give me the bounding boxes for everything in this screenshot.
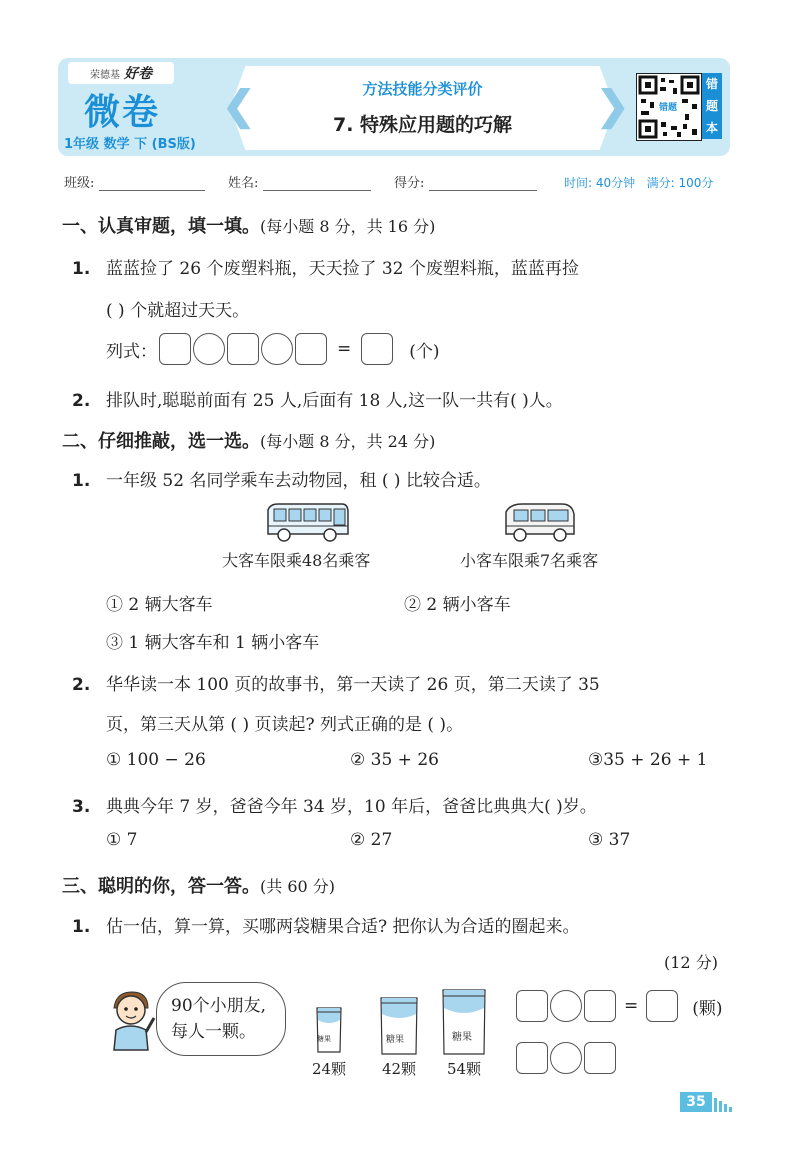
brand-name: 荣德基 — [90, 69, 120, 81]
full-score: 满分: 100分 — [646, 176, 714, 190]
s2-q2-option-2[interactable]: ② 35 + 26 — [350, 750, 439, 770]
bag-count-24: 24颗 — [311, 1060, 347, 1078]
s1-q2-text: 排队时,聪聪前面有 25 人,后面有 18 人,这一队一共有( )人。 — [106, 391, 563, 411]
section-2-points: (每小题 8 分，共 24 分) — [260, 432, 436, 451]
s1-q2 — [72, 386, 563, 411]
page-title: 7. 特殊应用题的巧解 — [332, 114, 513, 136]
section-1-title: 一、认真审题，填一填。 — [62, 216, 260, 237]
s1-q1-text: 蓝蓝捡了 26 个废塑料瓶，天天捡了 32 个废塑料瓶，蓝蓝再捡 — [106, 259, 579, 279]
s1-q1-formula — [106, 333, 440, 365]
qr-code-icon — [636, 73, 702, 141]
speech-bubble — [156, 982, 286, 1056]
answer-box[interactable] — [584, 990, 616, 1022]
question-number: 1. — [72, 471, 91, 491]
section-3-title: 三、聪明的你，答一答。 — [62, 876, 260, 897]
s2-q3-text: 典典今年 7 岁，爸爸今年 34 岁，10 年后，爸爸比典典大( )岁。 — [106, 797, 597, 817]
result-box[interactable] — [361, 333, 393, 365]
s2-q2-line2: 页，第三天从第 ( ) 页读起? 列式正确的是 ( )。 — [106, 715, 464, 735]
question-number: 3. — [72, 797, 91, 817]
bubble-line-2: 每人一颗。 — [171, 1022, 256, 1042]
s1-q1-line2: ( ) 个就超过天天。 — [106, 301, 250, 321]
unit-label: (颗) — [692, 998, 723, 1019]
equals-sign: = — [337, 339, 352, 359]
bag-word: 糖果 — [317, 1035, 331, 1043]
name-field — [228, 172, 371, 191]
s2-q3-option-3[interactable]: ③ 37 — [588, 830, 631, 850]
result-box[interactable] — [646, 990, 678, 1022]
brand-good: 好卷 — [124, 66, 152, 82]
child-icon — [104, 988, 158, 1058]
class-field — [64, 172, 205, 191]
s2-q1-option-3[interactable]: ③ 1 辆大客车和 1 辆小客车 — [106, 633, 320, 653]
section-3-points: (共 60 分) — [260, 877, 336, 896]
s3-q1-formula-2 — [516, 1042, 616, 1074]
s3-q1-text: 估一估，算一算，买哪两袋糖果合适? 把你认为合适的圈起来。 — [106, 917, 580, 937]
s2-q2-line1 — [72, 670, 600, 695]
bag-word: 糖果 — [452, 1032, 472, 1043]
page-number: 35 — [680, 1092, 712, 1112]
grade-label: 1年级 数学 下 (BS版) — [64, 137, 196, 152]
candy-bag-small — [314, 1004, 344, 1058]
page-bars-icon — [714, 1096, 734, 1116]
unit-label: (个) — [409, 341, 440, 362]
answer-box[interactable] — [227, 333, 259, 365]
score-field — [394, 172, 537, 191]
s3-q1-formula-1 — [516, 990, 723, 1022]
equals-sign: = — [624, 996, 639, 1016]
bag-count-42: 42颗 — [381, 1060, 417, 1078]
small-bus-caption: 小客车限乘7名乘客 — [460, 551, 599, 570]
logo-title: 微卷 — [83, 92, 160, 133]
operator-circle[interactable] — [550, 1042, 582, 1074]
name-label: 姓名: — [228, 176, 259, 191]
question-number: 2. — [72, 391, 91, 411]
section-1-points: (每小题 8 分，共 16 分) — [260, 217, 436, 236]
section-2-title: 二、仔细推敲，选一选。 — [62, 431, 260, 452]
s2-q1-text: 一年级 52 名同学乘车去动物园，租 ( ) 比较合适。 — [106, 471, 491, 491]
chevron-right-icon: ❯ — [596, 82, 630, 129]
s2-q3-option-2[interactable]: ② 27 — [350, 830, 393, 850]
question-number: 2. — [72, 675, 91, 695]
s2-q3 — [72, 792, 597, 817]
small-bus-icon — [500, 500, 578, 548]
score-blank[interactable] — [429, 176, 537, 191]
s1-q1-line1 — [72, 254, 579, 279]
s2-q1 — [72, 466, 491, 491]
candy-bag-large — [440, 986, 488, 1060]
section-2-heading — [62, 427, 435, 453]
time-limit: 时间: 40分钟 — [564, 176, 636, 190]
answer-box[interactable] — [159, 333, 191, 365]
answer-box[interactable] — [584, 1042, 616, 1074]
big-bus-caption: 大客车限乘48名乘客 — [222, 551, 371, 570]
s2-q1-option-2[interactable]: ② 2 辆小客车 — [404, 595, 511, 615]
s3-q1 — [72, 912, 580, 937]
bubble-line-1: 90个小朋友, — [171, 996, 267, 1016]
chevron-left-icon: ❮ — [222, 82, 256, 129]
question-number: 1. — [72, 259, 91, 279]
class-blank[interactable] — [99, 176, 205, 191]
qr-center-label: 错题 — [659, 103, 678, 113]
s2-q3-option-1[interactable]: ① 7 — [106, 830, 138, 850]
answer-box[interactable] — [516, 1042, 548, 1074]
s2-q1-option-1[interactable]: ① 2 辆大客车 — [106, 595, 213, 615]
answer-box[interactable] — [516, 990, 548, 1022]
s2-q2-option-1[interactable]: ① 100 − 26 — [106, 750, 206, 770]
s3-q1-points: (12 分) — [664, 953, 718, 972]
category-title: 方法技能分类评价 — [362, 80, 483, 98]
score-label: 得分: — [394, 176, 425, 191]
time-info — [564, 174, 713, 191]
operator-circle[interactable] — [550, 990, 582, 1022]
operator-circle[interactable] — [193, 333, 225, 365]
bag-count-54: 54颗 — [446, 1060, 482, 1078]
section-3-heading — [62, 872, 335, 898]
answer-box[interactable] — [295, 333, 327, 365]
question-number: 1. — [72, 917, 91, 937]
brand-tag — [68, 62, 174, 84]
error-book-label: 错题本 — [702, 73, 722, 139]
class-label: 班级: — [64, 176, 95, 191]
bag-word: 糖果 — [386, 1035, 405, 1045]
s2-q2-option-3[interactable]: ③35 + 26 + 1 — [588, 750, 708, 770]
formula-label: 列式： — [106, 341, 157, 362]
big-bus-icon — [264, 500, 350, 548]
operator-circle[interactable] — [261, 333, 293, 365]
section-1-heading — [62, 212, 435, 238]
name-blank[interactable] — [263, 176, 371, 191]
s2-q2-text: 华华读一本 100 页的故事书，第一天读了 26 页，第二天读了 35 — [106, 675, 600, 695]
candy-bag-medium — [378, 994, 420, 1060]
